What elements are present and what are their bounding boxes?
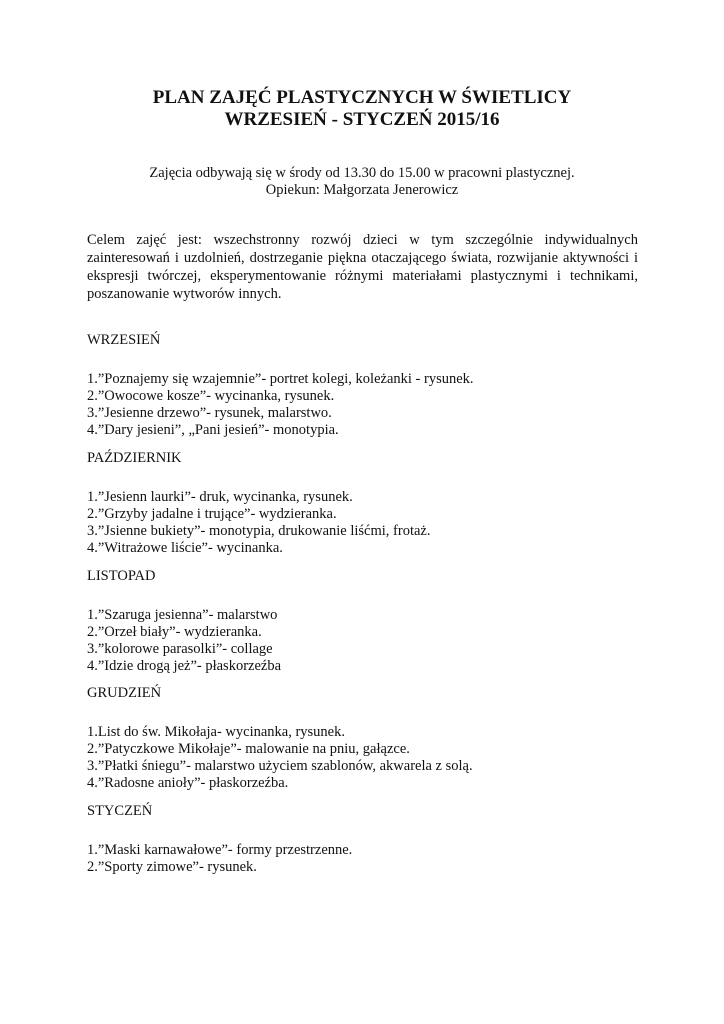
activity-item: 4.”Idzie drogą jeż”- płaskorzeźba xyxy=(87,658,282,674)
activity-list xyxy=(87,724,647,792)
activity-item: 1.”Maski karnawałowe”- formy przestrzenne. xyxy=(87,842,353,858)
activity-item: 2.”Sporty zimowe”- rysunek. xyxy=(87,859,257,875)
purpose-paragraph: Celem zajęć jest: wszechstronny rozwój dzieci w tym szczególnie indywidualnych zainteresowań i uzdolnień, dostrzeganie piękna otaczającego świata, rozwijanie aktywności i ekspresji twórczej, eksperymentowanie różnymi materiałami plastycznymi i technikami, poszanowanie wytworów innych. xyxy=(87,232,638,302)
activity-item: 4.”Witrażowe liście”- wycinanka. xyxy=(87,540,283,556)
month-section-september xyxy=(87,332,647,439)
activity-item: 3.”Jsienne bukiety”- monotypia, drukowanie liśćmi, frotaż. xyxy=(87,523,431,539)
activity-item: 3.”Jesienne drzewo”- rysunek, malarstwo. xyxy=(87,405,332,421)
activity-list xyxy=(87,489,647,557)
month-section-january xyxy=(87,803,647,876)
activity-item: 1.”Jesienn laurki”- druk, wycinanka, rysunek. xyxy=(87,489,353,505)
supervisor-info: Opiekun: Małgorzata Jenerowicz xyxy=(265,182,459,198)
activity-item: 1.”Poznajemy się wzajemnie”- portret kolegi, koleżanki - rysunek. xyxy=(87,371,474,387)
activity-item: 3.”Płatki śniegu”- malarstwo użyciem szablonów, akwarela z solą. xyxy=(87,758,473,774)
month-heading: LISTOPAD xyxy=(87,568,156,584)
activity-item: 2.”Owocowe kosze”- wycinanka, rysunek. xyxy=(87,388,335,404)
document-title: PLAN ZAJĘĆ PLASTYCZNYCH W ŚWIETLICY xyxy=(152,87,572,108)
activity-item: 1.List do św. Mikołaja- wycinanka, rysunek. xyxy=(87,724,345,740)
month-section-november xyxy=(87,568,647,675)
activity-item: 4.”Dary jesieni”, „Pani jesień”- monotypia. xyxy=(87,422,339,438)
month-heading: STYCZEŃ xyxy=(87,803,153,819)
activity-list xyxy=(87,842,647,876)
month-section-december xyxy=(87,685,647,792)
month-heading: GRUDZIEŃ xyxy=(87,685,162,701)
activity-list xyxy=(87,607,647,675)
schedule-info: Zajęcia odbywają się w środy od 13.30 do 15.00 w pracowni plastycznej. xyxy=(149,165,575,181)
activity-item: 4.”Radosne anioły”- płaskorzeźba. xyxy=(87,775,289,791)
document-subtitle: WRZESIEŃ - STYCZEŃ 2015/16 xyxy=(224,109,500,130)
activity-item: 2.”Grzyby jadalne i trujące”- wydzieranka. xyxy=(87,506,337,522)
month-section-october xyxy=(87,450,647,557)
activity-item: 2.”Patyczkowe Mikołaje”- malowanie na pniu, gałązce. xyxy=(87,741,410,757)
activity-list xyxy=(87,371,647,439)
month-heading: PAŹDZIERNIK xyxy=(87,450,182,466)
activity-item: 2.”Orzeł biały”- wydzieranka. xyxy=(87,624,262,640)
month-heading: WRZESIEŃ xyxy=(87,332,161,348)
activity-item: 3.”kolorowe parasolki”- collage xyxy=(87,641,273,657)
activity-item: 1.”Szaruga jesienna”- malarstwo xyxy=(87,607,278,623)
